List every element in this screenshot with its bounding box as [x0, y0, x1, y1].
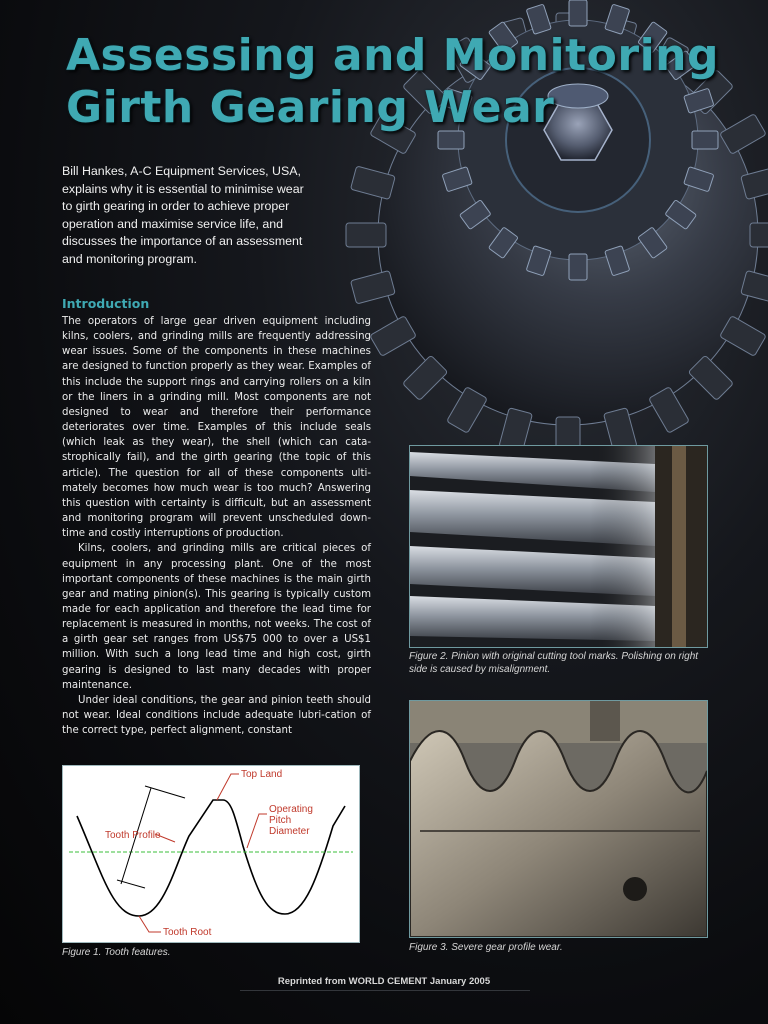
footer-publication: WORLD CEMENT: [348, 976, 428, 987]
article-lede: Bill Hankes, A-C Equipment Services, USA, explains why it is essential to minimise wear to girth gearing in order to achieve proper operation and maximise service life, and discusses the importance of an assessment and monitoring program.: [62, 164, 304, 266]
footer-date: January 2005: [427, 976, 491, 987]
label-diameter: Diameter: [269, 826, 310, 837]
article-title: [66, 30, 726, 134]
figure-3-gear-wear-photo: [409, 700, 708, 938]
section-heading: Introduction: [62, 296, 150, 311]
figure-1-tooth-diagram: [62, 765, 360, 943]
top-land-leader: [217, 774, 239, 800]
footer-rule: [240, 990, 530, 991]
label-tooth-root: Tooth Root: [163, 927, 212, 938]
body-paragraph-1: The operators of large gear driven equipment including kilns, coolers, and grinding mills are frequently addressing wear issues. Some of the components in these machines are designed to function properly as they wear. Examples of this include the support rings and carrying rollers on a kiln or the liners in a grinding mill. Most components are not designed to wear and therefore their performance deteriorates over time. Examples of this include seals (which leak as they wear), the shell (which can cata-strophically fail), and the girth gearing (the topic of this article). The question for all of these components ulti-mately becomes how much wear is too much? Answering this question with certainty is difficult, but an assessment and monitoring program will prevent unscheduled down-time and costly interruptions of production.: [62, 316, 371, 540]
pinion-photo: [410, 446, 707, 647]
article-body: [62, 314, 371, 738]
gear-wear-photo: [410, 701, 707, 937]
tooth-profile-curve: [77, 800, 345, 916]
tooth-root-leader: [139, 916, 161, 932]
body-paragraph-2: Kilns, coolers, and grinding mills are critical pieces of equipment in any processing plant. One of the most important components of these machines is the main girth gear and mating pinion(s). This gearing is typically custom made for each application and therefore the lead time for replacement is measured in months, not weeks. The cost of a girth gear set ranges from US$75 000 to over a US$1 million. With such a long lead time and high cost, girth gearing is designed to last many decades with proper maintenance.: [62, 543, 371, 691]
title-line-1: Assessing and Monitoring: [66, 30, 719, 81]
figure-1-caption: Figure 1. Tooth features.: [62, 947, 171, 958]
body-paragraph-3: Under ideal conditions, the gear and pinion teeth should not wear. Ideal conditions include adequate lubri-cation of the correct type, perfect alignment, constant: [62, 694, 371, 737]
label-pitch: Pitch: [269, 815, 292, 826]
footer-prefix: Reprinted from: [277, 976, 349, 987]
tooth-diagram: [63, 766, 359, 942]
top-dimension-tick: [145, 786, 185, 798]
label-tooth-profile: Tooth Profile: [105, 830, 161, 841]
title-line-2: Girth Gearing Wear: [66, 82, 555, 133]
pitch-diameter-leader: [247, 814, 267, 848]
figure-2-caption: Figure 2. Pinion with original cutting tool marks. Polishing on right side is caused by misalignment.: [409, 651, 699, 675]
footer-reprint: [0, 976, 768, 987]
label-top-land: Top Land: [241, 769, 283, 780]
label-operating: Operating: [269, 804, 313, 815]
figure-3-caption: Figure 3. Severe gear profile wear.: [409, 942, 563, 953]
figure-2-pinion-photo: [409, 445, 708, 648]
